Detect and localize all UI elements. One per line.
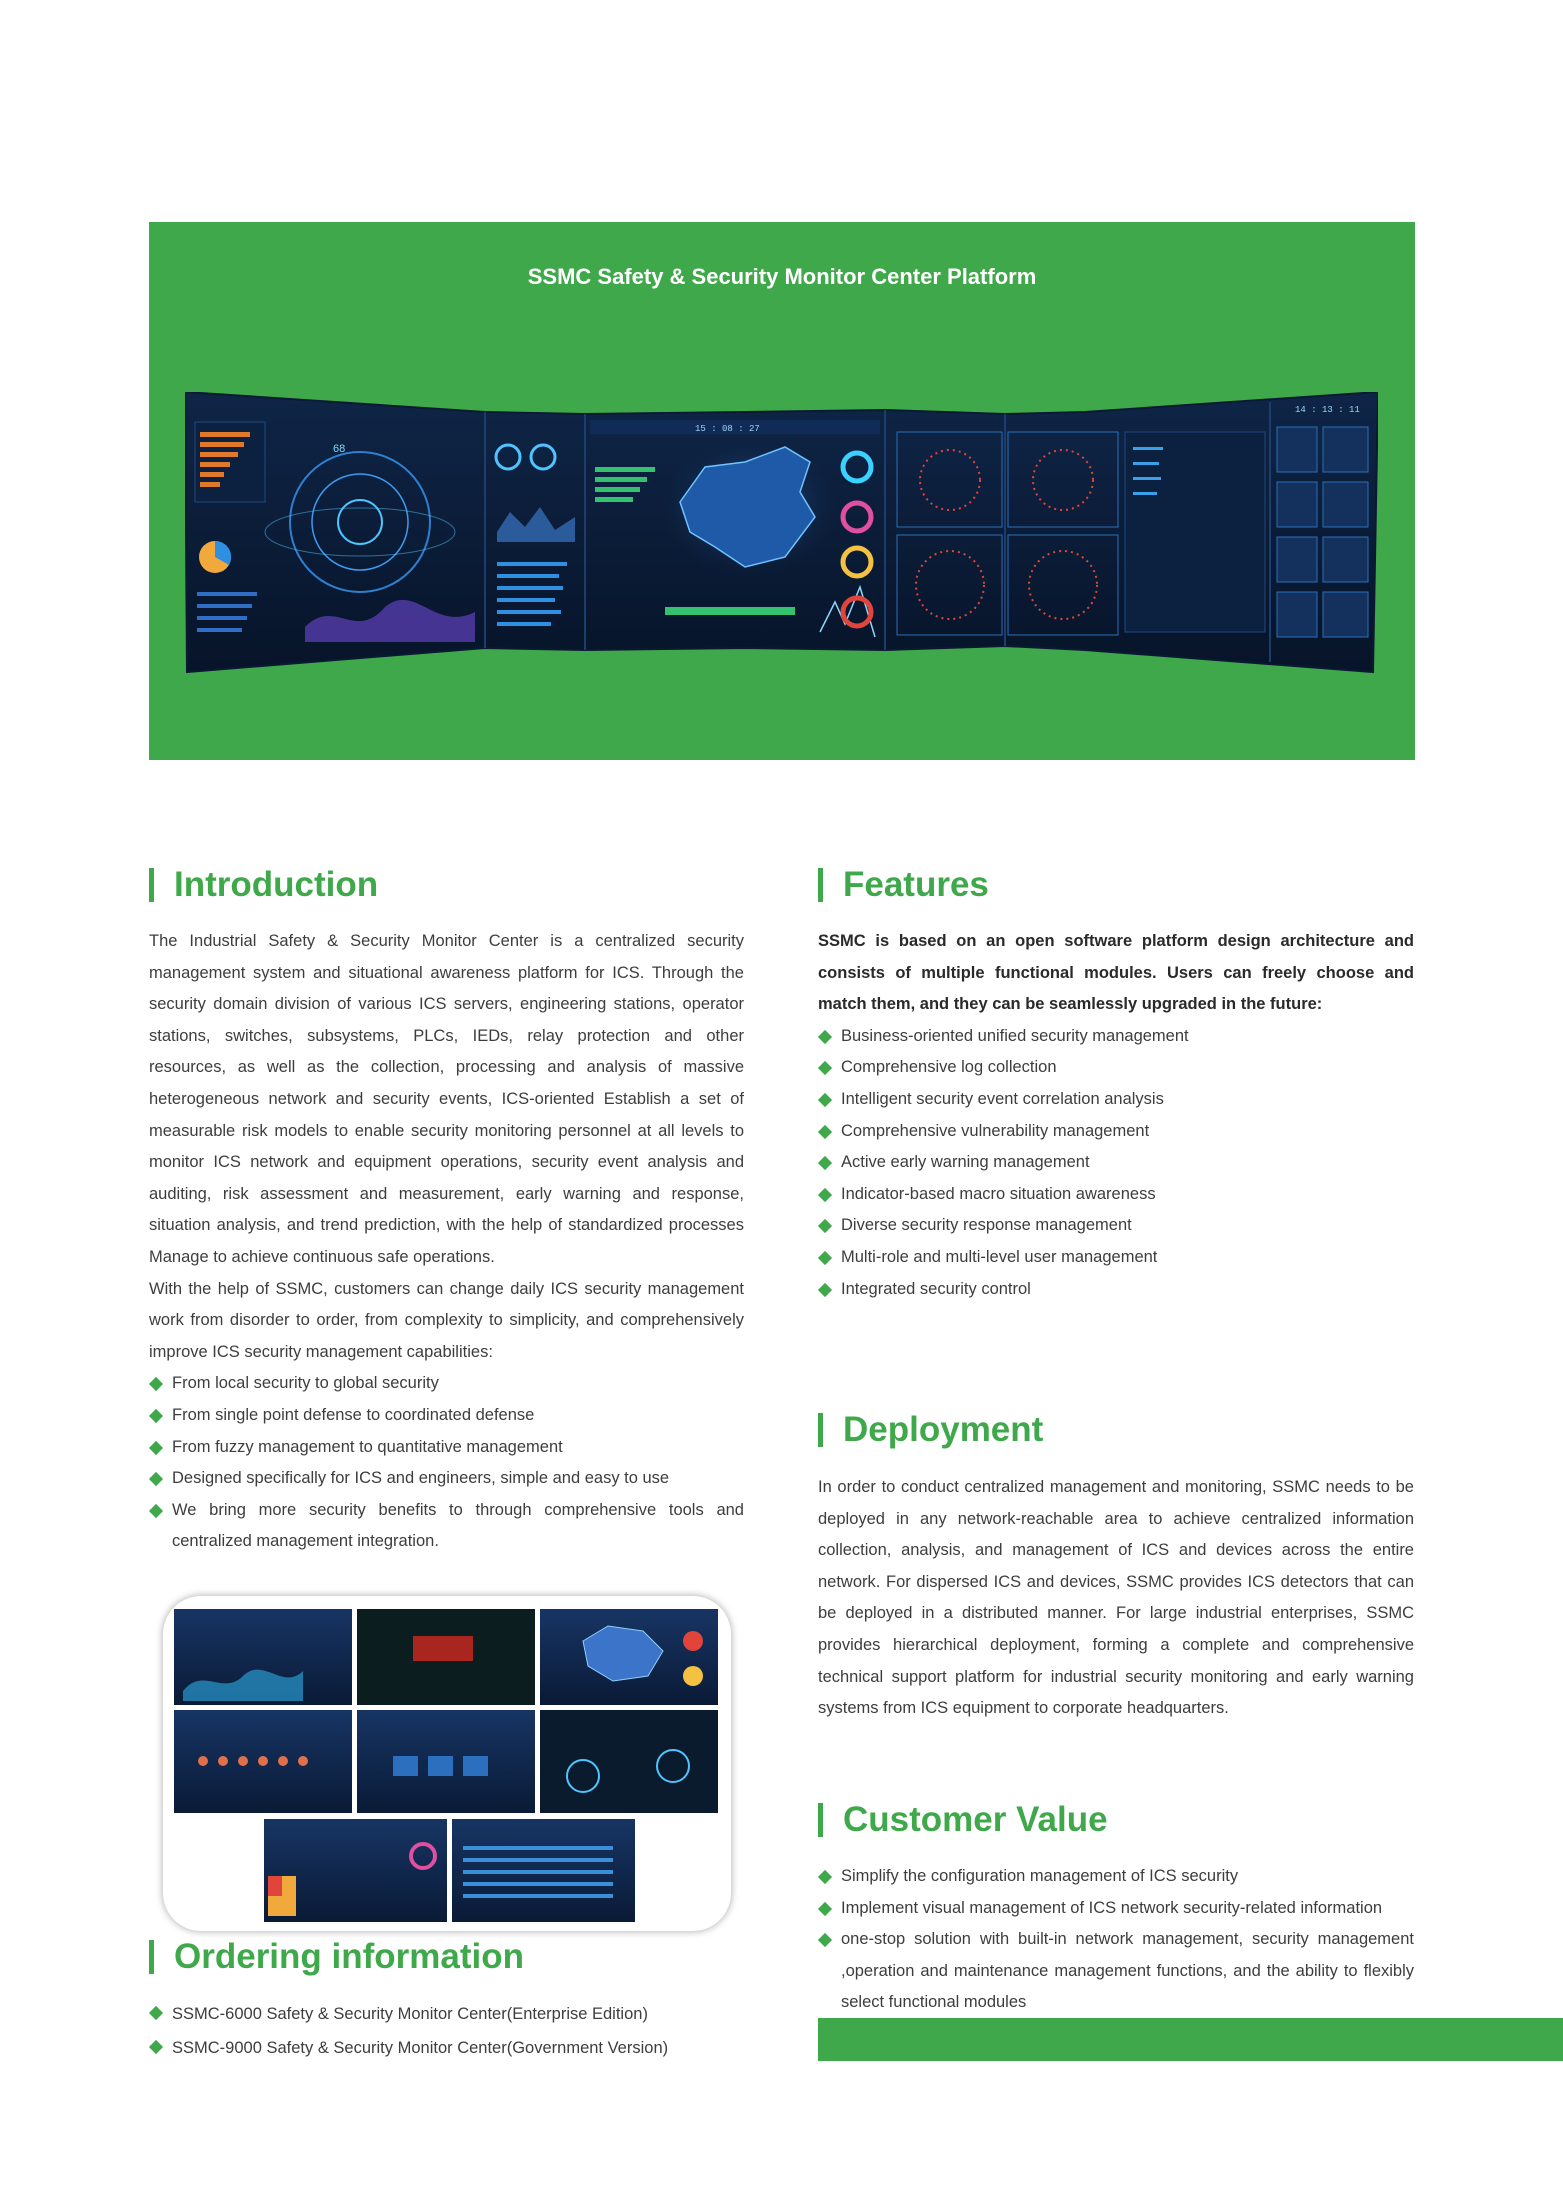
banner-title: SSMC Safety & Security Monitor Center Platform <box>527 264 1037 289</box>
introduction-body <box>149 926 744 1558</box>
list-item: Integrated security control <box>818 1274 1414 1306</box>
heading-accent-bar <box>149 868 154 902</box>
list-item: Diverse security response management <box>818 1210 1414 1242</box>
list-item: Indicator-based macro situation awareness <box>818 1179 1414 1211</box>
list-item: Comprehensive log collection <box>818 1052 1414 1084</box>
deployment-heading-text: Deployment <box>843 1410 1044 1449</box>
deployment-paragraph: In order to conduct centralized management and monitoring, SSMC needs to be deployed in any network-reachable area to achieve centralized information collection, analysis, and management of ICS and devices across the entire network. For dispersed ICS and devices, SSMC provides ICS detectors that can be deployed in a distributed manner. For large industrial enterprises, SSMC provides hierarchical deployment, forming a complete and comprehensive technical support platform for industrial security monitoring and early warning systems from ICS equipment to corporate headquarters. <box>818 1478 1414 1718</box>
customer-value-heading-text: Customer Value <box>843 1800 1108 1839</box>
introduction-paragraph: The Industrial Safety & Security Monitor Center is a centralized security management system and situational awareness platform for ICS. Through the security domain division of various ICS servers, engineering stations, operator stations, switches, subsystems, PLCs, IEDs, relay protection and other resources, as well as the collection, processing and analysis of massive heterogeneous network and security events, ICS-oriented Establish a set of measurable risk models to enable security monitoring personnel at all levels to monitor ICS network and equipment operations, security event analysis and auditing, risk assessment and measurement, early warning and response, situation analysis, and trend prediction, with the help of standardized processes Manage to achieve continuous safe operations. <box>149 932 744 1266</box>
heading-accent-bar <box>149 1940 154 1974</box>
list-item: From fuzzy management to quantitative management <box>149 1432 744 1464</box>
list-item: From single point defense to coordinated defense <box>149 1400 744 1432</box>
list-item: Business-oriented unified security management <box>818 1021 1414 1053</box>
decorative-green-strip <box>818 2018 1563 2061</box>
heading-accent-bar <box>818 868 823 902</box>
collage-screens <box>163 1596 731 1931</box>
dashboard-collage-image <box>163 1596 731 1931</box>
list-item: one-stop solution with built-in network management, security management ,operation and maintenance management functions, and the ability to flexibly select functional modules <box>818 1924 1414 2019</box>
list-item: Multi-role and multi-level user management <box>818 1242 1414 1274</box>
deployment-body <box>818 1472 1414 1725</box>
introduction-bullets <box>149 1368 744 1494</box>
heading-accent-bar <box>818 1803 823 1837</box>
list-item: SSMC-6000 Safety & Security Monitor Center(Enterprise Edition) <box>149 1997 749 2031</box>
list-item: SSMC-9000 Safety & Security Monitor Center(Government Version) <box>149 2031 749 2065</box>
list-item: Simplify the configuration management of ICS security <box>818 1861 1414 1893</box>
bullet-diamond-icon <box>149 1504 163 1518</box>
ordering-heading <box>149 1937 524 1977</box>
list-item: Active early warning management <box>818 1147 1414 1179</box>
wall-right-panel <box>1277 405 1368 637</box>
introduction-heading <box>149 865 378 905</box>
list-item: Designed specifically for ICS and engineers, simple and easy to use <box>149 1463 744 1495</box>
svg-text:68: 68 <box>333 443 346 455</box>
features-lead: SSMC is based on an open software platform design architecture and consists of multiple functional modules. Users can freely choose and match them, and they can be seamlessly upgraded in the future: <box>818 932 1414 1014</box>
introduction-heading-text: Introduction <box>174 865 379 904</box>
wall-clock-two: 14 : 13 : 11 <box>1295 405 1360 415</box>
features-bullets <box>818 1021 1414 1305</box>
list-item-wrapped <box>149 1495 744 1558</box>
features-heading-text: Features <box>843 865 989 904</box>
list-item: From local security to global security <box>149 1368 744 1400</box>
deployment-heading <box>818 1410 1043 1450</box>
list-item-text: We bring more security benefits to through comprehensive tools and centralized management integration. <box>172 1500 744 1551</box>
wall-clock-one: 15 : 08 : 27 <box>695 424 760 434</box>
heading-accent-bar <box>818 1413 823 1447</box>
ordering-heading-text: Ordering information <box>174 1937 524 1976</box>
monitor-wall-image <box>185 392 1378 682</box>
customer-value-heading <box>818 1800 1108 1840</box>
ordering-list <box>149 1997 749 2065</box>
features-heading <box>818 865 989 905</box>
list-item: Comprehensive vulnerability management <box>818 1116 1414 1148</box>
introduction-paragraph: With the help of SSMC, customers can change daily ICS security management work from disorder to order, from complexity to simplicity, and comprehensively improve ICS security management capabilities: <box>149 1279 744 1361</box>
list-item: Intelligent security event correlation analysis <box>818 1084 1414 1116</box>
list-item: Implement visual management of ICS network security-related information <box>818 1893 1414 1925</box>
hero-banner <box>149 222 1415 760</box>
features-body <box>818 926 1414 1305</box>
customer-value-list <box>818 1861 1414 2019</box>
